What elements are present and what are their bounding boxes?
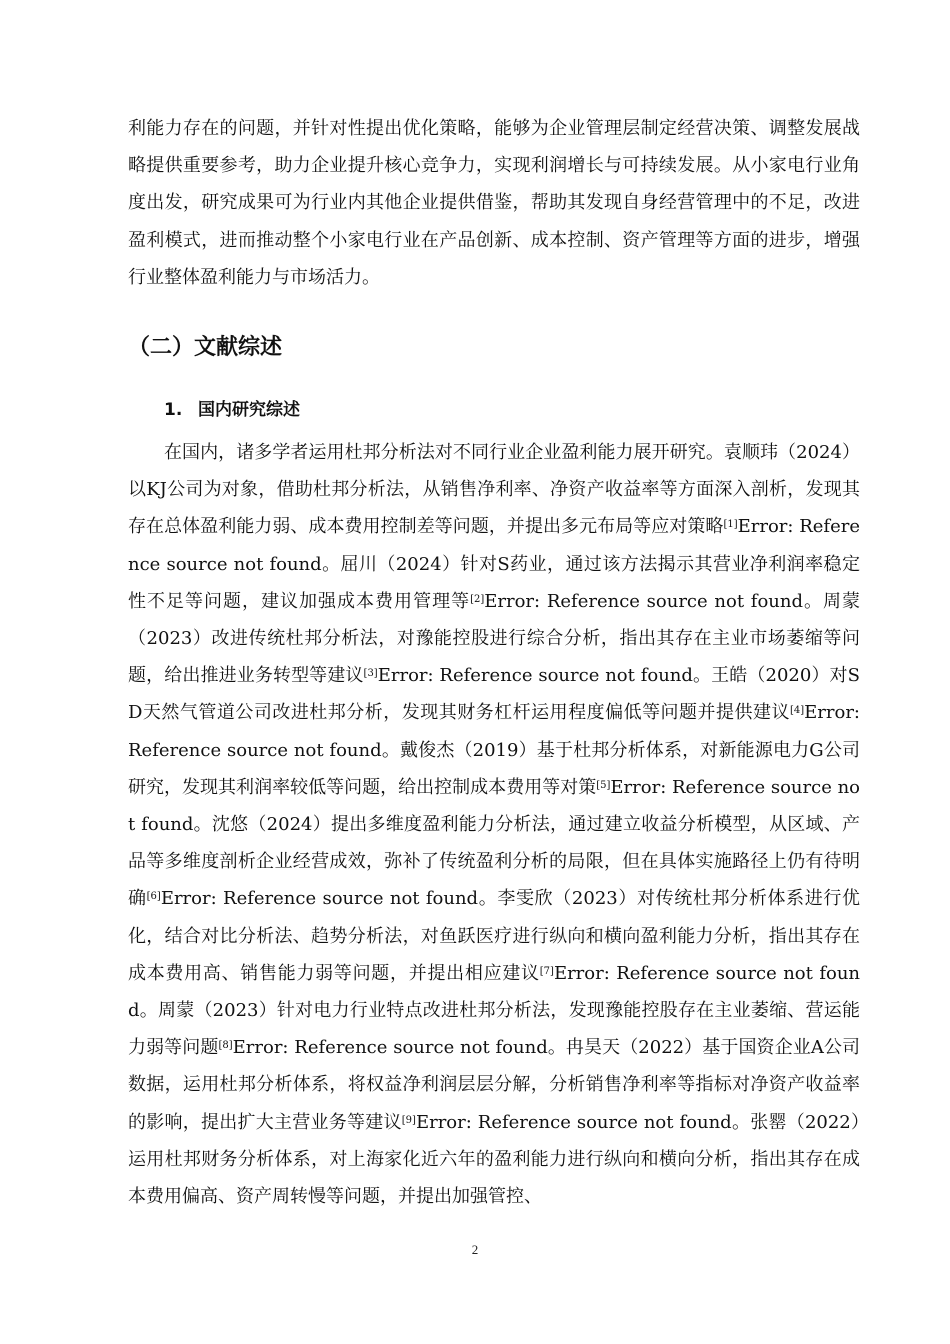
subsection-title: 国内研究综述 xyxy=(198,400,300,421)
citation-marker[interactable]: [5] xyxy=(596,779,611,791)
reference-error-text: Error: Reference source not found xyxy=(128,702,860,761)
sentence-text: 。周蒙（2023）针对电力行业特点改进杜邦分析法，发现豫能控股存在主业萎缩、营运能力弱等问题 xyxy=(128,1000,860,1059)
sentence-text: 。戴俊杰（2019）基于杜邦分析体系，对新能源电力G公司研究，发现其利润率较低等问题，给出控制成本费用等对策 xyxy=(128,739,860,798)
citation-marker[interactable]: [8] xyxy=(218,1040,233,1052)
review-paragraph xyxy=(128,434,860,1215)
sentence-text: 在国内，诸多学者运用杜邦分析法对不同行业企业盈利能力展开研究。袁顺玮（2024）以KJ公司为对象，借助杜邦分析法，从销售净利率、净资产收益率等方面深入剖析，发现其存在总体盈利能力弱、成本费用控制差等问题，并提出多元布局等应对策略 xyxy=(128,442,860,538)
sentence-text: 。沈悠（2024）提出多维度盈利能力分析法，通过建立收益分析模型，从区域、产品等多维度剖析企业经营成效，弥补了传统盈利分析的局限，但在具体实施路径上仍有待明确 xyxy=(128,814,860,910)
reference-error-text: Error: Reference source not found xyxy=(377,665,693,687)
reference-error-text: Error: Reference source not found xyxy=(128,776,861,836)
intro-paragraph: 利能力存在的问题，并针对性提出优化策略，能够为企业管理层制定经营决策、调整发展战略提供重要参考，助力企业提升核心竞争力，实现利润增长与可持续发展。从小家电行业角度出发，研究成果可为行业内其他企业提供借鉴，帮助其发现自身经营管理中的不足，改进盈利模式，进而推动整个小家电行业在产品创新、成本控制、资产管理等方面的进步，增强行业整体盈利能力与市场活力。 xyxy=(128,118,860,288)
reference-error-text: Error: Reference source not found xyxy=(484,590,803,612)
citation-marker[interactable]: [3] xyxy=(363,668,378,680)
subsection-number: 1. xyxy=(164,400,183,421)
citation-marker[interactable]: [9] xyxy=(401,1114,416,1126)
citation-marker[interactable]: [1] xyxy=(723,519,738,531)
sentence-text: 。屈川（2024）针对S药业，通过该方法揭示其营业净利润率稳定性不足等问题，建议加强成本费用管理等 xyxy=(128,553,860,612)
page-number: 2 xyxy=(471,1242,479,1257)
sentence-text: 。冉昊天（2022）基于国资企业A公司数据，运用杜邦分析体系，将权益净利润层层分解，分析销售净利率等指标对净资产收益率的影响，提出扩大主营业务等建议 xyxy=(128,1037,861,1133)
reference-error-text: Error: Reference source not found xyxy=(415,1111,732,1133)
reference-error-text: Error: Reference source not found xyxy=(128,962,860,1022)
reference-error-text: Error: Reference source not found xyxy=(232,1037,548,1059)
citation-marker[interactable]: [6] xyxy=(146,891,161,903)
sentence-text: 。张罂（2022）运用杜邦财务分析体系，对上海家化近六年的盈利能力进行纵向和横向分析，指出其存在成本费用偏高、资产周转慢等问题，并提出加强管控、 xyxy=(128,1111,861,1208)
citation-marker[interactable]: [2] xyxy=(470,593,485,605)
section-heading: （二）文献综述 xyxy=(128,335,283,361)
page-content xyxy=(128,110,860,1215)
citation-marker[interactable]: [7] xyxy=(539,965,554,977)
sentence-text: 。李雯欣（2023）对传统杜邦分析体系进行优化，结合对比分析法、趋势分析法，对鱼跃医疗进行纵向和横向盈利能力分析，指出其存在成本费用高、销售能力弱等问题，并提出相应建议 xyxy=(128,888,861,984)
subsection-heading xyxy=(128,390,860,430)
reference-error-text: Error: Reference source not found xyxy=(128,516,861,575)
citation-marker[interactable]: [4] xyxy=(789,705,805,717)
sentence-text: 。周蒙（2023）改进传统杜邦分析法，对豫能控股进行综合分析，指出其存在主业市场萎缩等问题，给出推进业务转型等建议 xyxy=(128,590,861,687)
reference-error-text: Error: Reference source not found xyxy=(160,888,479,910)
sentence-text: 。王皓（2020）对SD天然气管道公司改进杜邦分析，发现其财务杠杆运用程度偏低等问题并提供建议 xyxy=(128,665,861,724)
